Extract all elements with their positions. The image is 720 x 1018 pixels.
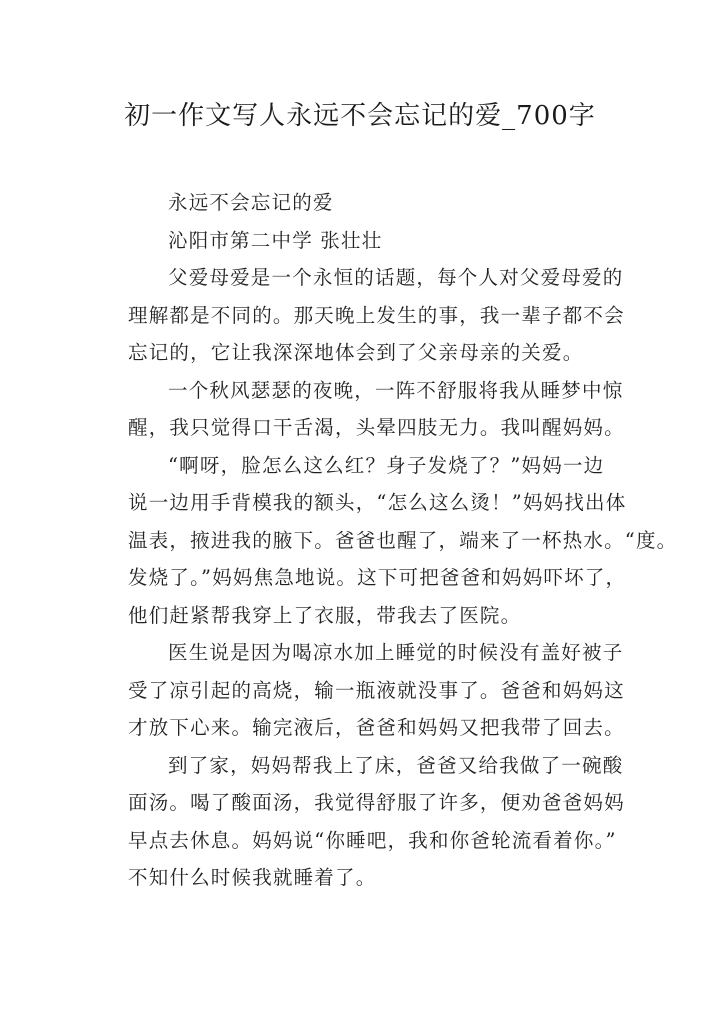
paragraph-line: 温表，掖进我的腋下。爸爸也醒了，端来了一杯热水。“度。	[128, 528, 678, 552]
paragraph-line: 父爱母爱是一个永恒的话题，每个人对父爱母爱的	[168, 266, 624, 289]
document-title: 初一作文写人永远不会忘记的爱_700字	[124, 101, 596, 131]
paragraph-line: 理解都是不同的。那天晚上发生的事，我一辈子都不会	[128, 303, 625, 327]
paragraph-line: 说一边用手背模我的额头，“怎么这么烫！”妈妈找出体	[128, 491, 627, 514]
paragraph-line: 不知什么时候我就睡着了。	[128, 866, 377, 889]
paragraph-line: 才放下心来。输完液后，爸爸和妈妈又把我带了回去。	[128, 716, 625, 739]
paragraph	[128, 747, 625, 897]
paragraph-line: 受了凉引起的高烧，输一瓶液就没事了。爸爸和妈妈这	[128, 678, 625, 702]
paragraph-line: 到了家，妈妈帮我上了床，爸爸又给我做了一碗酸	[168, 753, 624, 777]
paragraph-line: 他们赶紧帮我穿上了衣服，带我去了医院。	[128, 603, 522, 627]
paragraph-line: 一个秋风瑟瑟的夜晚，一阵不舒服将我从睡梦中惊	[168, 378, 624, 402]
author-line: 沁阳市第二中学 张壮壮	[168, 228, 383, 252]
paragraph-line: 忘记的，它让我深深地体会到了父亲母亲的关爱。	[128, 341, 584, 364]
paragraph-line: 醒，我只觉得口干舌渴，头晕四肢无力。我叫醒妈妈。	[128, 416, 625, 439]
paragraph-line: 面汤。喝了酸面汤，我觉得舒服了许多，便劝爸爸妈妈	[128, 791, 625, 814]
paragraph	[128, 372, 625, 447]
essay-title: 永远不会忘记的爱	[168, 191, 334, 214]
paragraph-line: 发烧了。”妈妈焦急地说。这下可把爸爸和妈妈吓坏了，	[128, 566, 627, 589]
paragraph	[128, 259, 625, 372]
paragraph	[128, 634, 625, 747]
essay-body	[128, 184, 678, 897]
paragraph-line: 早点去休息。妈妈说“你睡吧，我和你爸轮流看着你。”	[128, 828, 617, 852]
paragraph	[128, 447, 678, 635]
paragraph-line: “啊呀，脸怎么这么红？身子发烧了？”妈妈一边	[168, 453, 605, 477]
paragraph-line: 医生说是因为喝凉水加上睡觉的时候没有盖好被子	[168, 641, 624, 664]
